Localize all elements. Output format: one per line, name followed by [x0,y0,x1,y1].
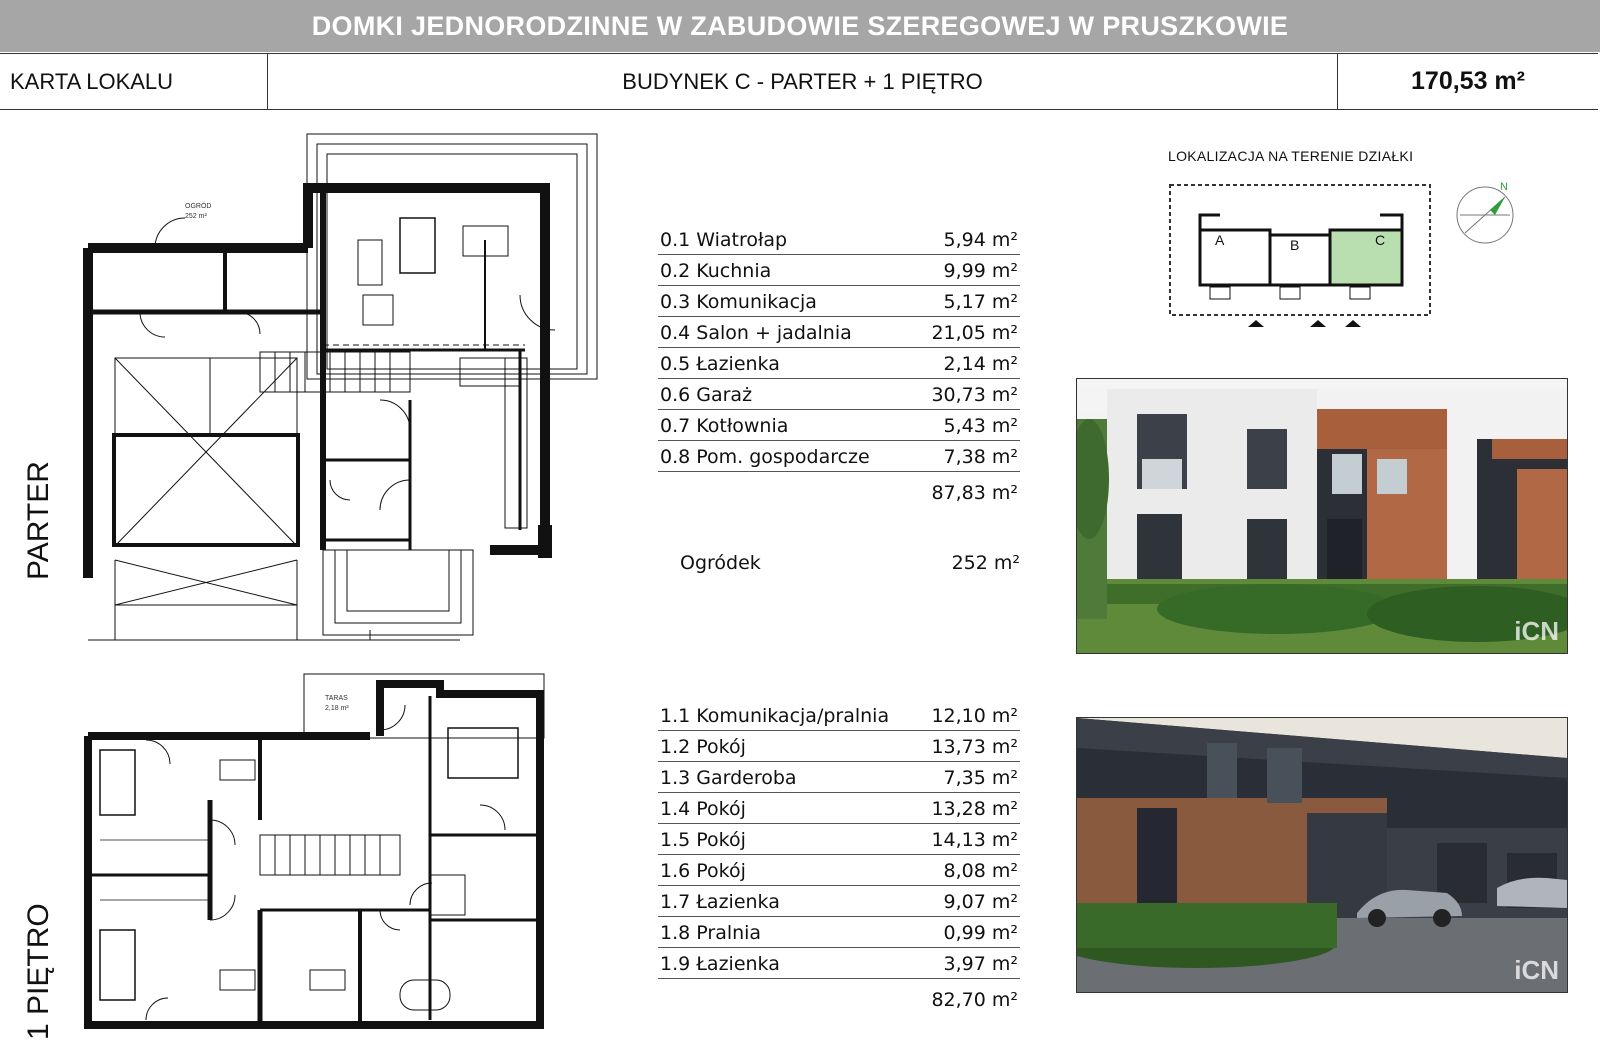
table-row: 1.3 Garderoba 7,35 m² [658,762,1020,793]
watermark-logo: iCN [1514,955,1559,985]
location-map [1160,175,1540,345]
table-row: 0.1 Wiatrołap 5,94 m² [658,224,1020,255]
location-title: LOKALIZACJA NA TERENIE DZIAŁKI [1168,148,1414,164]
table-row: 0.7 Kotłownia 5,43 m² [658,410,1020,441]
terrace-plan-label: TARAS [325,695,348,702]
building-a-label: A [1215,232,1225,248]
card-label: KARTA LOKALU [0,54,268,109]
table-row: 1.4 Pokój 13,28 m² [658,793,1020,824]
page-title: DOMKI JEDNORODZINNE W ZABUDOWIE SZEREGOWEJ W PRUSZKOWIE [311,10,1289,41]
garden-plan-area: 252 m² [185,213,207,220]
building-label: BUDYNEK C - PARTER + 1 PIĘTRO [268,54,1338,109]
table-row: 0.3 Komunikacja 5,17 m² [658,286,1020,317]
ground-floor-label: PARTER [22,461,55,580]
table-row: 0.4 Salon + jadalnia 21,05 m² [658,317,1020,348]
table-row: 0.2 Kuchnia 9,99 m² [658,255,1020,286]
total-area: 170,53 m² [1411,67,1525,95]
table-row: 0.6 Garaż 30,73 m² [658,379,1020,410]
table-row: 1.1 Komunikacja/pralnia 12,10 m² [658,700,1020,731]
building-c-label: C [1375,232,1386,248]
render-image-garden [1076,378,1568,654]
table-row: 1.8 Pralnia 0,99 m² [658,917,1020,948]
ground-floor-plan [80,130,620,660]
table-row: 1.7 Łazienka 9,07 m² [658,886,1020,917]
first-room-table [658,700,1020,1011]
building-b-label: B [1290,237,1300,253]
table-row: 0.5 Łazienka 2,14 m² [658,348,1020,379]
ground-total: 87,83 m² [931,482,1018,504]
render-image-street [1076,717,1568,993]
ground-room-table [658,224,1020,504]
title-banner [0,0,1600,52]
table-row: 1.5 Pokój 14,13 m² [658,824,1020,855]
watermark-logo: iCN [1514,616,1559,646]
garden-area: 252 m² [951,552,1020,574]
garden-label: Ogródek [680,552,761,574]
terrace-plan-area: 2,18 m² [325,705,349,712]
table-row: 1.6 Pokój 8,08 m² [658,855,1020,886]
first-floor-plan [80,670,560,1040]
garden-row [680,552,1020,574]
first-total: 82,70 m² [931,989,1018,1011]
table-row: 1.9 Łazienka 3,97 m² [658,948,1020,979]
table-row: 0.8 Pom. gospodarcze 7,38 m² [658,441,1020,472]
table-row: 1.2 Pokój 13,73 m² [658,731,1020,762]
north-arrow-icon [1457,181,1513,243]
header-row [0,53,1598,110]
north-label: N [1500,181,1508,193]
garden-plan-label: OGRÓD [185,203,212,210]
first-floor-label: 1 PIĘTRO [22,903,55,1040]
